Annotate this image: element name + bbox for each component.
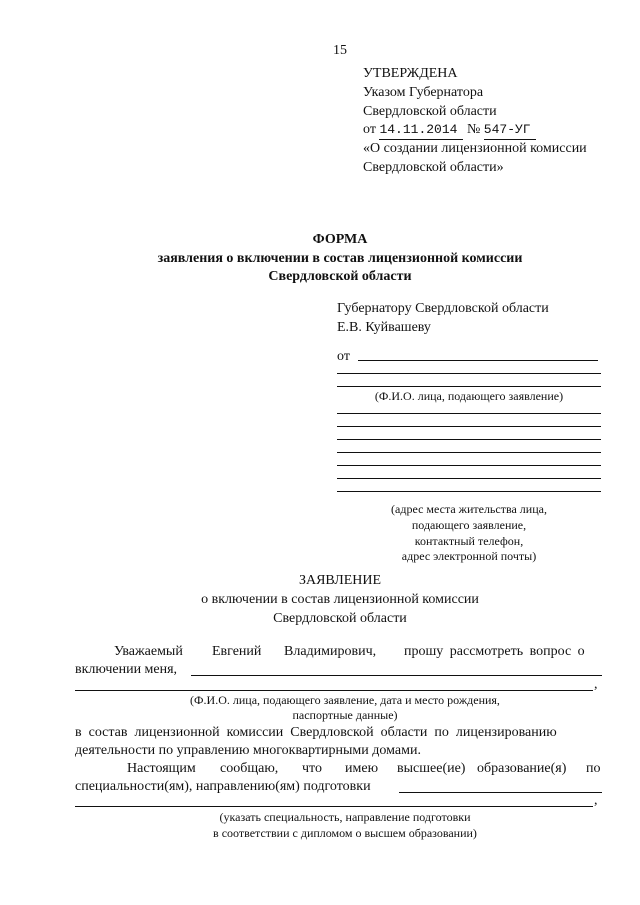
form-title-line1: ФОРМА <box>312 232 368 247</box>
comma-2: , <box>594 793 598 808</box>
p2-line-1: в состав лицензионной комиссии Свердловской области по лицензированию <box>75 725 557 740</box>
p3-word-6: образование(я) <box>477 761 567 776</box>
comma-1: , <box>594 677 598 692</box>
address-caption-2: подающего заявление, <box>411 518 527 532</box>
addressee-line1: Губернатору Свердловской области <box>337 301 549 316</box>
p3-word-5: высшее(ие) <box>397 761 466 776</box>
approval-number-sign: № <box>466 122 481 137</box>
address-field-line-5[interactable] <box>337 465 601 466</box>
p3-word-4: имею <box>345 761 379 776</box>
p3-word-7: по <box>586 761 601 776</box>
p3-line-2: специальности(ям), направлению(ям) подготовки <box>75 779 371 794</box>
form-title-line3: Свердловской области <box>268 269 412 284</box>
p1-word-1: Уважаемый <box>114 644 183 659</box>
approval-decree: Указом Губернатора <box>363 85 484 100</box>
p1-word-4: прошу рассмотреть вопрос о <box>404 644 585 659</box>
specialty-caption-2: в соответствии с дипломом о высшем образовании) <box>213 826 477 840</box>
specialty-line-2[interactable] <box>75 806 593 807</box>
address-field-line-6[interactable] <box>337 478 601 479</box>
form-title-line2: заявления о включении в состав лицензионной комиссии <box>157 251 523 266</box>
address-caption-4: адрес электронной почты) <box>401 549 537 563</box>
address-field-line-1[interactable] <box>337 413 601 414</box>
fio-caption: (Ф.И.О. лица, подающего заявление) <box>374 389 564 403</box>
applicant-caption-1: (Ф.И.О. лица, подающего заявление, дата и место рождения, <box>190 693 500 707</box>
approval-date-line <box>363 121 536 140</box>
applicant-details-line-2[interactable] <box>75 690 593 691</box>
address-field-line-2[interactable] <box>337 426 601 427</box>
addressee-line2: Е.В. Куйвашеву <box>337 320 431 335</box>
applicant-details-line-1[interactable] <box>191 675 602 676</box>
statement-title: ЗАЯВЛЕНИЕ <box>298 573 382 588</box>
approval-date: 14.11.2014 <box>379 121 463 140</box>
address-caption-3: контактный телефон, <box>414 534 524 548</box>
approval-title-line1: «О создании лицензионной комиссии <box>363 141 587 156</box>
fio-field-line-2[interactable] <box>337 373 601 374</box>
address-caption-1: (адрес места жительства лица, <box>391 502 547 516</box>
address-field-line-3[interactable] <box>337 439 601 440</box>
statement-subtitle-1: о включении в состав лицензионной комиссии <box>201 592 479 607</box>
approval-heading: УТВЕРЖДЕНА <box>363 66 458 81</box>
fio-field-line-1[interactable] <box>358 360 598 361</box>
p3-word-1: Настоящим <box>127 761 196 776</box>
specialty-line-1[interactable] <box>399 792 602 793</box>
p1-word-3: Владимирович, <box>284 644 377 659</box>
p1-line-2: включении меня, <box>75 662 178 677</box>
fio-field-line-3[interactable] <box>337 386 601 387</box>
address-field-line-7[interactable] <box>337 491 601 492</box>
p1-word-2: Евгений <box>212 644 262 659</box>
p3-word-3: что <box>302 761 322 776</box>
approval-from-prefix: от <box>363 122 376 137</box>
specialty-caption-1: (указать специальность, направление подготовки <box>219 810 471 824</box>
approval-title-line2: Свердловской области» <box>363 160 504 175</box>
page-number: 15 <box>333 43 347 58</box>
p3-word-2: сообщаю, <box>220 761 279 776</box>
applicant-caption-2: паспортные данные) <box>292 708 398 722</box>
address-field-line-4[interactable] <box>337 452 601 453</box>
approval-region: Свердловской области <box>363 104 497 119</box>
from-label: от <box>337 349 350 364</box>
approval-number: 547-УГ <box>484 121 536 140</box>
statement-subtitle-2: Свердловской области <box>273 611 407 626</box>
p2-line-2: деятельности по управлению многоквартирными домами. <box>75 743 421 758</box>
